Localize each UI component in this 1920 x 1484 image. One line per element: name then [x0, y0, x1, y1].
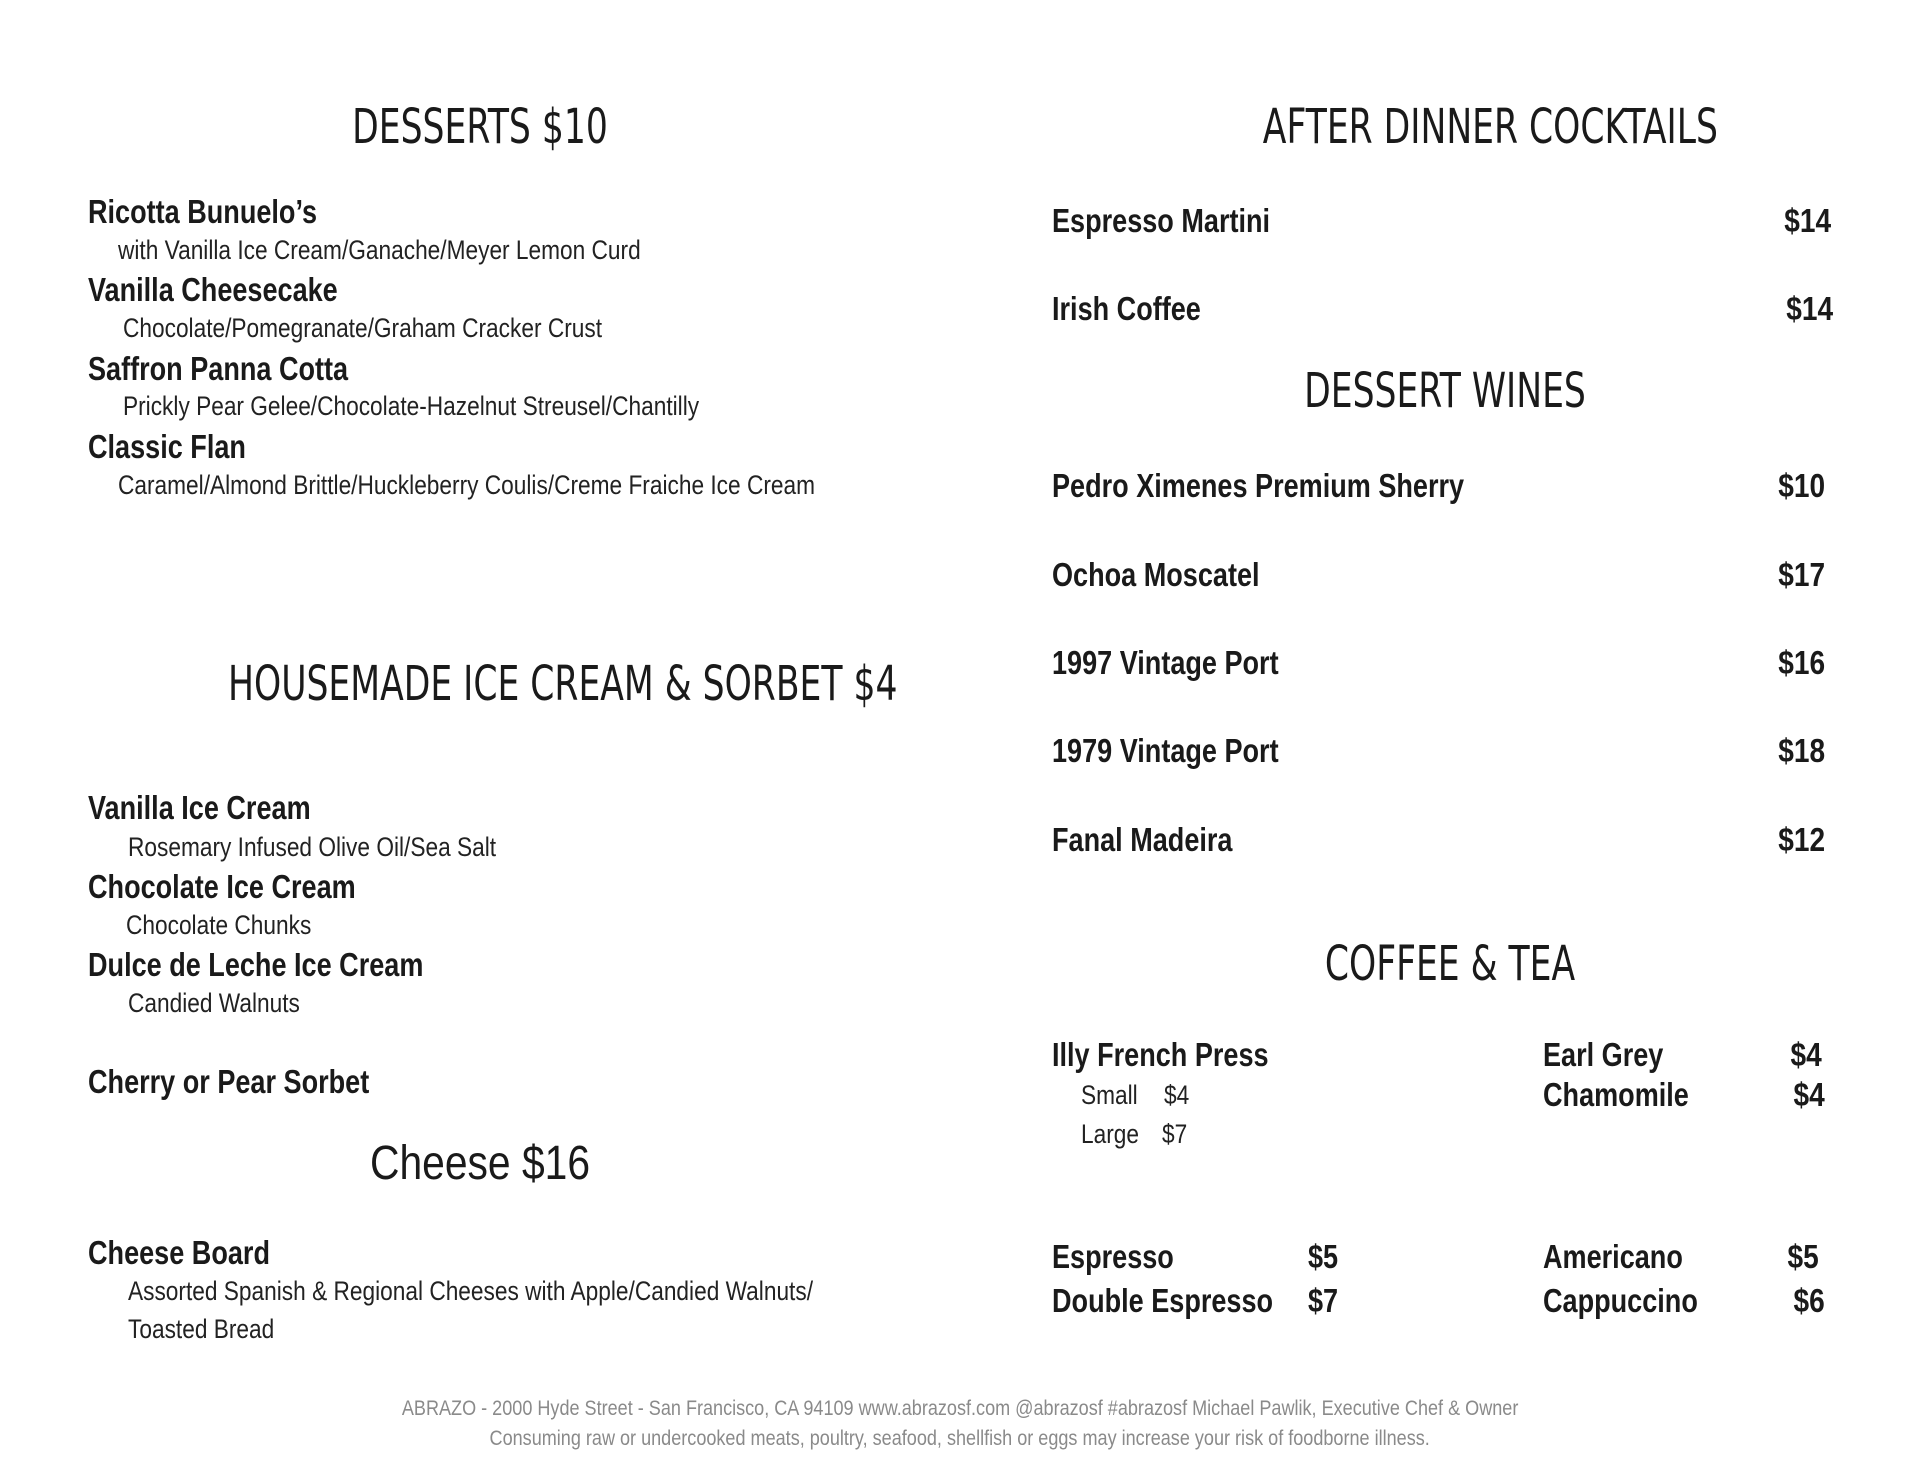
cocktail-price: $14 [1784, 202, 1831, 239]
wine-name: 1997 Vintage Port [1052, 644, 1279, 681]
dessert-item-desc: Caramel/Almond Brittle/Huckleberry Coulis/Creme Fraiche Ice Cream [118, 470, 815, 500]
dessert-item-desc: with Vanilla Ice Cream/Ganache/Meyer Lemon Curd [118, 235, 641, 265]
french-press-size-price: $4 [1164, 1080, 1190, 1110]
ice-cream-item-name: Chocolate Ice Cream [88, 868, 356, 905]
french-press-size-price: $7 [1162, 1119, 1188, 1149]
wine-price: $12 [1778, 821, 1825, 858]
dessert-item-name: Ricotta Bunuelo’s [88, 193, 318, 230]
wine-name: Fanal Madeira [1052, 821, 1233, 858]
cheese-item-desc: Toasted Bread [128, 1314, 275, 1344]
wine-name: 1979 Vintage Port [1052, 732, 1279, 769]
cheese-heading: Cheese $16 [369, 1137, 591, 1190]
footer-disclaimer-text: Consuming raw or undercooked meats, poultry, seafood, shellfish or eggs may increase your risk of foodborne illness. [489, 1427, 1431, 1450]
wine-name: Ochoa Moscatel [1052, 556, 1260, 593]
espresso-price: $7 [1308, 1282, 1339, 1319]
espresso-price: $5 [1308, 1238, 1339, 1275]
ice-cream-item-name: Cherry or Pear Sorbet [88, 1063, 370, 1100]
dessert-item-desc: Prickly Pear Gelee/Chocolate-Hazelnut Streusel/Chantilly [123, 391, 700, 421]
tea-price: $4 [1790, 1036, 1822, 1073]
tea-name: Chamomile [1543, 1076, 1689, 1113]
footer-address [0, 1398, 1920, 1419]
cocktail-name: Espresso Martini [1052, 202, 1271, 239]
cocktails-heading: AFTER DINNER COCKTAILS [1262, 99, 1718, 155]
milk-drink-name: Cappuccino [1543, 1282, 1698, 1319]
cheese-item-desc: Assorted Spanish & Regional Cheeses with Apple/Candied Walnuts/ [128, 1276, 814, 1306]
cocktail-name: Irish Coffee [1052, 290, 1201, 327]
espresso-name: Double Espresso [1052, 1282, 1274, 1319]
cocktail-price: $14 [1786, 290, 1833, 327]
footer-disclaimer [0, 1428, 1920, 1449]
dessert-item-name: Classic Flan [88, 428, 246, 465]
dessert-item-name: Vanilla Cheesecake [88, 271, 338, 308]
wine-price: $17 [1778, 556, 1825, 593]
tea-price: $4 [1793, 1076, 1825, 1113]
dessert-item-desc: Chocolate/Pomegranate/Graham Cracker Crust [123, 313, 603, 343]
footer-address-text: ABRAZO - 2000 Hyde Street - San Francisco, CA 94109 www.abrazosf.com @abrazosf #abrazosf Michael Pawlik, Executive Chef & Owner [401, 1397, 1519, 1420]
coffee-tea-heading: COFFEE & TEA [1324, 936, 1576, 992]
french-press-size-label: Large [1081, 1119, 1140, 1149]
wine-price: $18 [1778, 732, 1825, 769]
ice-cream-item-desc: Candied Walnuts [128, 988, 300, 1018]
desserts-heading: DESSERTS $10 [352, 99, 608, 155]
ice-cream-item-desc: Chocolate Chunks [126, 910, 312, 940]
wine-price: $16 [1778, 644, 1825, 681]
espresso-name: Espresso [1052, 1238, 1174, 1275]
wine-price: $10 [1778, 467, 1825, 504]
dessert-item-name: Saffron Panna Cotta [88, 350, 349, 387]
ice-cream-item-desc: Rosemary Infused Olive Oil/Sea Salt [128, 832, 497, 862]
milk-drink-price: $5 [1787, 1238, 1819, 1275]
milk-drink-price: $6 [1793, 1282, 1825, 1319]
milk-drink-name: Americano [1543, 1238, 1683, 1275]
dessert-wines-heading: DESSERT WINES [1304, 363, 1586, 419]
tea-name: Earl Grey [1543, 1036, 1664, 1073]
french-press-size-label: Small [1081, 1080, 1138, 1110]
french-press-name: Illy French Press [1052, 1036, 1269, 1073]
cheese-item-name: Cheese Board [88, 1234, 270, 1271]
ice-cream-heading: HOUSEMADE ICE CREAM & SORBET $4 [227, 656, 898, 712]
ice-cream-item-name: Vanilla Ice Cream [88, 789, 311, 826]
ice-cream-item-name: Dulce de Leche Ice Cream [88, 946, 424, 983]
wine-name: Pedro Ximenes Premium Sherry [1052, 467, 1465, 504]
